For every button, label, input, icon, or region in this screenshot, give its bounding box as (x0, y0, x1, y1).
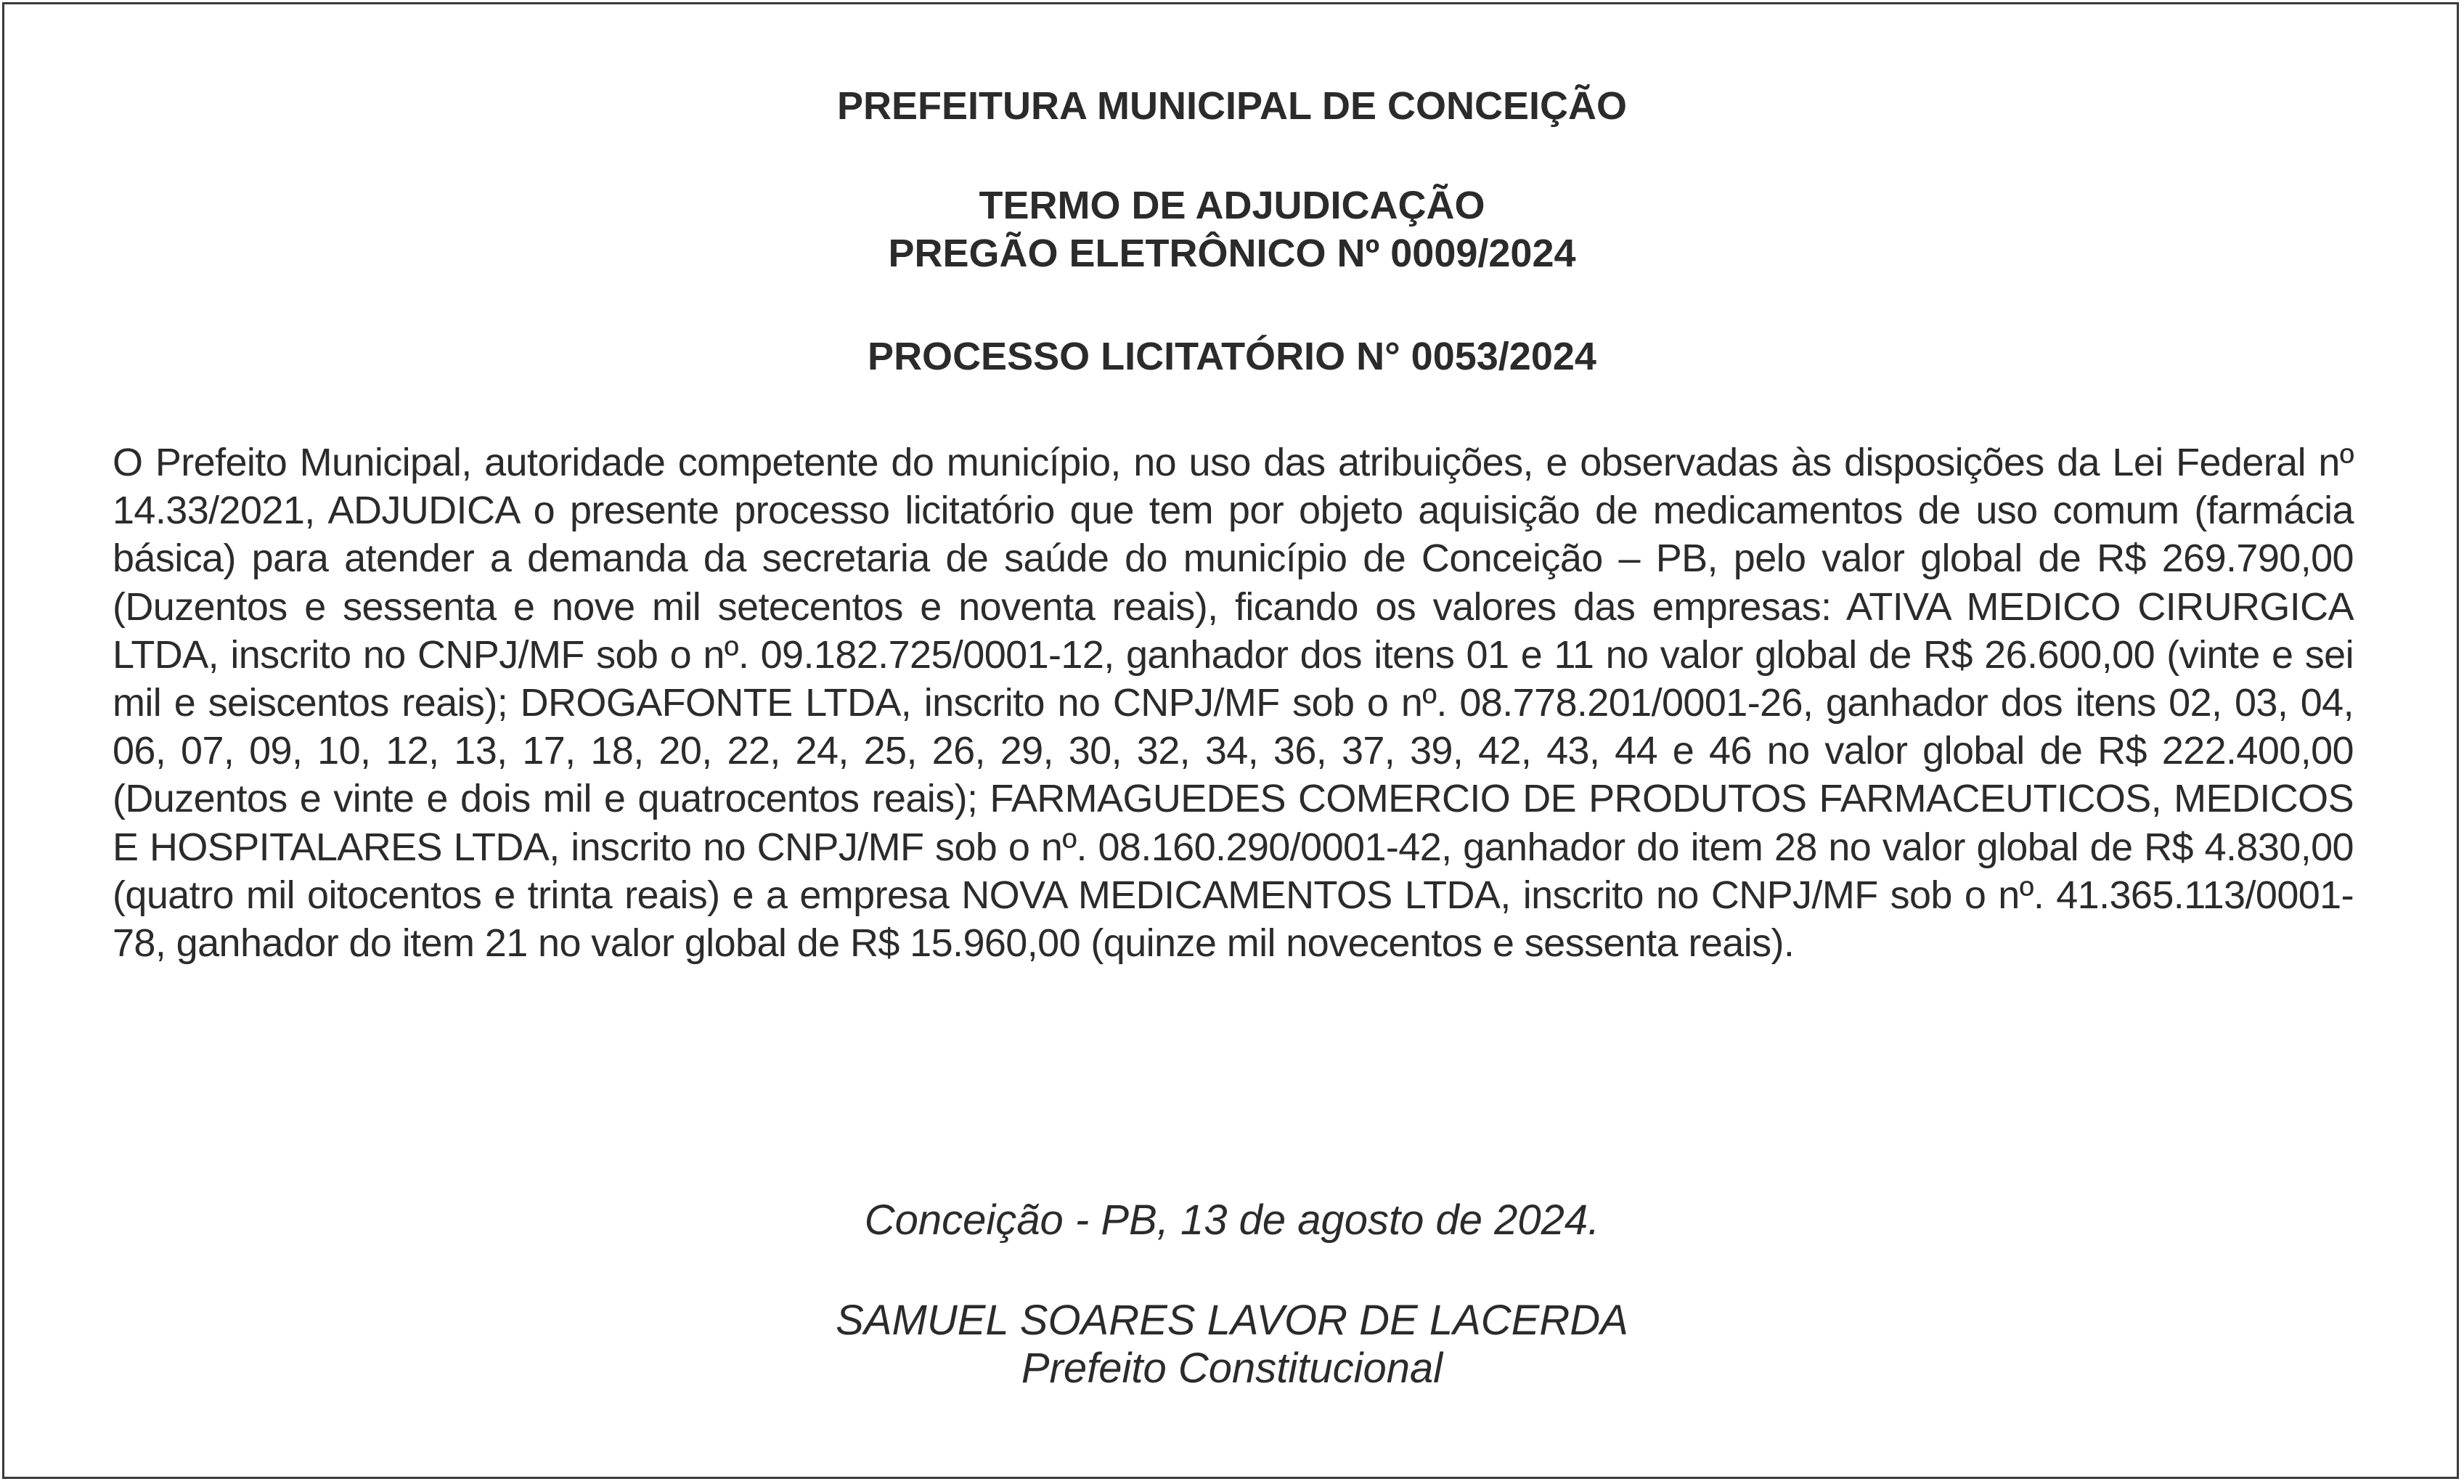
organization-heading: PREFEITURA MUNICIPAL DE CONCEIÇÃO (836, 84, 1628, 128)
bid-reference: PREGÃO ELETRÔNICO Nº 0009/2024 (888, 232, 1576, 275)
document-title: TERMO DE ADJUDICAÇÃO (979, 184, 1485, 227)
signatory-name: SAMUEL SOARES LAVOR DE LACERDA (836, 1297, 1628, 1344)
signatory-role: Prefeito Constitucional (1021, 1345, 1443, 1392)
adjudication-paragraph: O Prefeito Municipal, autoridade competente do município, no uso das atribuições, e observadas às disposições da Lei Federal nº 14.33/2021, ADJUDICA o presente processo licitatório que tem por objeto aquisição de medicamentos de uso comum (farmácia básica) para atender a demanda da secretaria de saúde do município de Conceição – PB, pelo valor global de R$ 269.790,00 (Duzentos e sessenta e nove mil setecentos e noventa reais), ficando os valores das empresas: ATIVA MEDICO CIRURGICA LTDA, inscrito no CNPJ/MF sob o nº. 09.182.725/0001-12, ganhador dos itens 01 e 11 no valor global de R$ 26.600,00 (vinte e sei mil e seiscentos reais); DROGAFONTE LTDA, inscrito no CNPJ/MF sob o nº. 08.778.201/0001-26, ganhador dos itens 02, 03, 04, 06, 07, 09, 10, 12, 13, 17, 18, 20, 22, 24, 25, 26, 29, 30, 32, 34, 36, 37, 39, 42, 43, 44 e 46 no valor global de R$ 222.400,00 (Duzentos e vinte e dois mil e quatrocentos reais); FARMAGUEDES COMERCIO DE PRODUTOS FARMACEUTICOS, MEDICOS E HOSPITALARES LTDA, inscrito no CNPJ/MF sob o nº. 08.160.290/0001-42, ganhador do item 28 no valor global de R$ 4.830,00 (quatro mil oitocentos e trinta reais) e a empresa NOVA MEDICAMENTOS LTDA, inscrito no CNPJ/MF sob o nº. 41.365.113/0001-78, ganhador do item 21 no valor global de R$ 15.960,00 (quinze mil novecentos e sessenta reais). (113, 441, 2354, 966)
place-date: Conceição - PB, 13 de agosto de 2024. (864, 1196, 1600, 1244)
process-reference: PROCESSO LICITATÓRIO N° 0053/2024 (868, 335, 1596, 378)
